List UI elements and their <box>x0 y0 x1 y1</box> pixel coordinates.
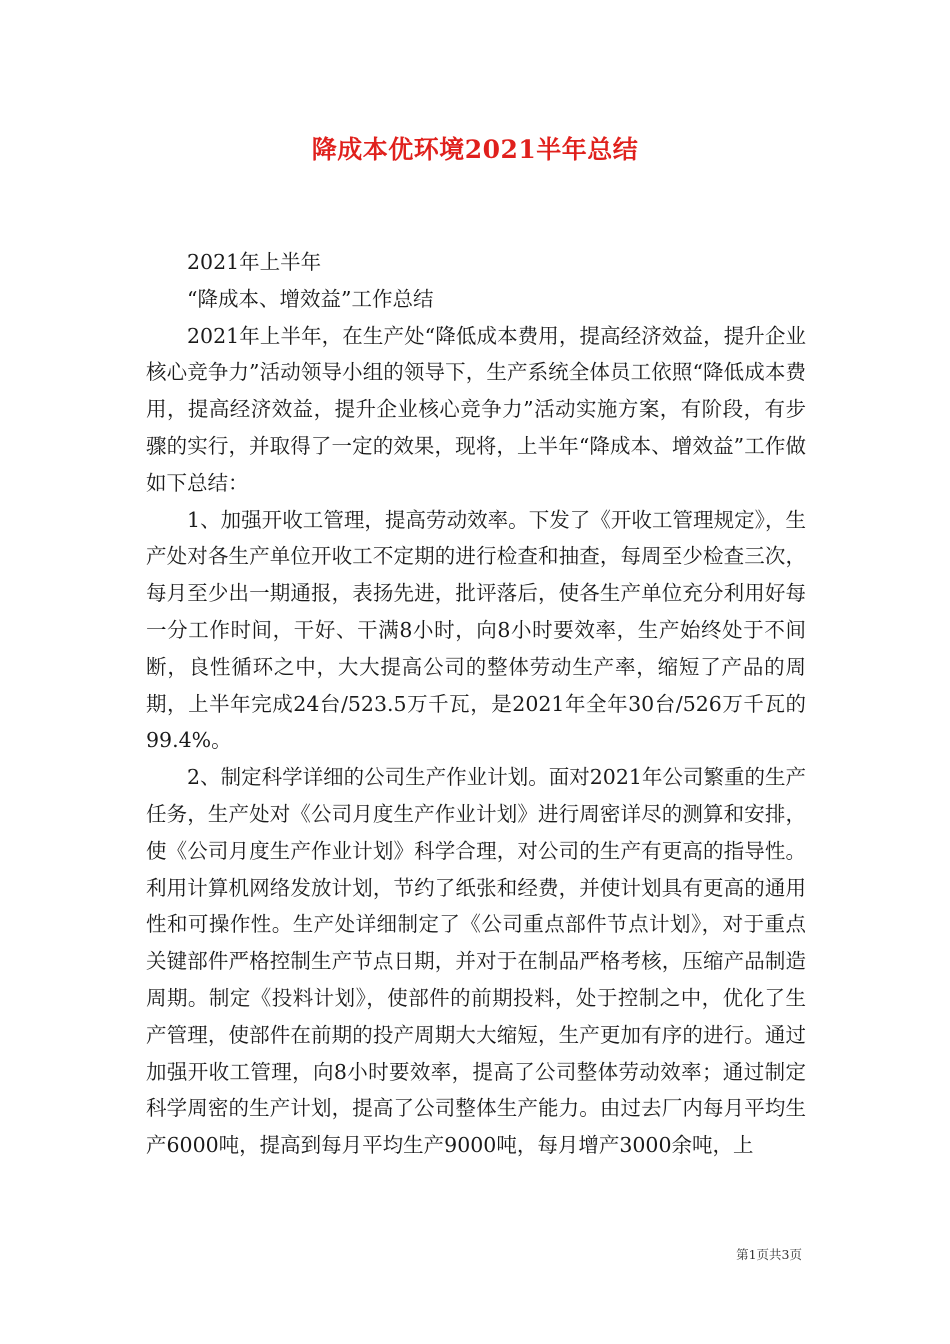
document-title: 降成本优环境2021半年总结 <box>311 135 639 164</box>
paragraph: 2021年上半年 <box>187 250 322 274</box>
document-body <box>146 244 806 1164</box>
paragraph: 2021年上半年，在生产处“降低成本费用，提高经济效益，提升企业核心竞争力”活动领导小组的领导下，生产系统全体员工依照“降低成本费用，提高经济效益，提升企业核心竞争力”活动实施方案，有阶段，有步骤的实行，并取得了一定的效果，现将，上半年“降成本、增效益”工作做如下总结： <box>146 323 806 495</box>
paragraph: 1、加强开收工管理，提高劳动效率。下发了《开收工管理规定》，生产处对各生产单位开收工不定期的进行检查和抽查，每周至少检查三次，每月至少出一期通报，表扬先进，批评落后，使各生产单位充分利用好每一分工作时间，干好、干满8小时，向8小时要效率，生产始终处于不间断，良性循环之中，大大提高公司的整体劳动生产率，缩短了产品的周期，上半年完成24台/523.5万千瓦，是2021年全年30台/526万千瓦的99.4%。 <box>146 507 806 753</box>
page-number: 第1页共3页 <box>736 1247 802 1262</box>
paragraph: 2、制定科学详细的公司生产作业计划。面对2021年公司繁重的生产任务，生产处对《公司月度生产作业计划》进行周密详尽的测算和安排，使《公司月度生产作业计划》科学合理，对公司的生产有更高的指导性。利用计算机网络发放计划，节约了纸张和经费，并使计划具有更高的通用性和可操作性。生产处详细制定了《公司重点部件节点计划》，对于重点关键部件严格控制生产节点日期，并对于在制品严格考核，压缩产品制造周期。制定《投料计划》，使部件的前期投料，处于控制之中，优化了生产管理，使部件在前期的投产周期大大缩短，生产更加有序的进行。通过加强开收工管理，向8小时要效率，提高了公司整体劳动效率；通过制定科学周密的生产计划，提高了公司整体生产能力。由过去厂内每月平均生产6000吨，提高到每月平均生产9000吨，每月增产3000余吨，上 <box>146 765 806 1158</box>
paragraph: “降成本、增效益”工作总结 <box>187 286 434 311</box>
